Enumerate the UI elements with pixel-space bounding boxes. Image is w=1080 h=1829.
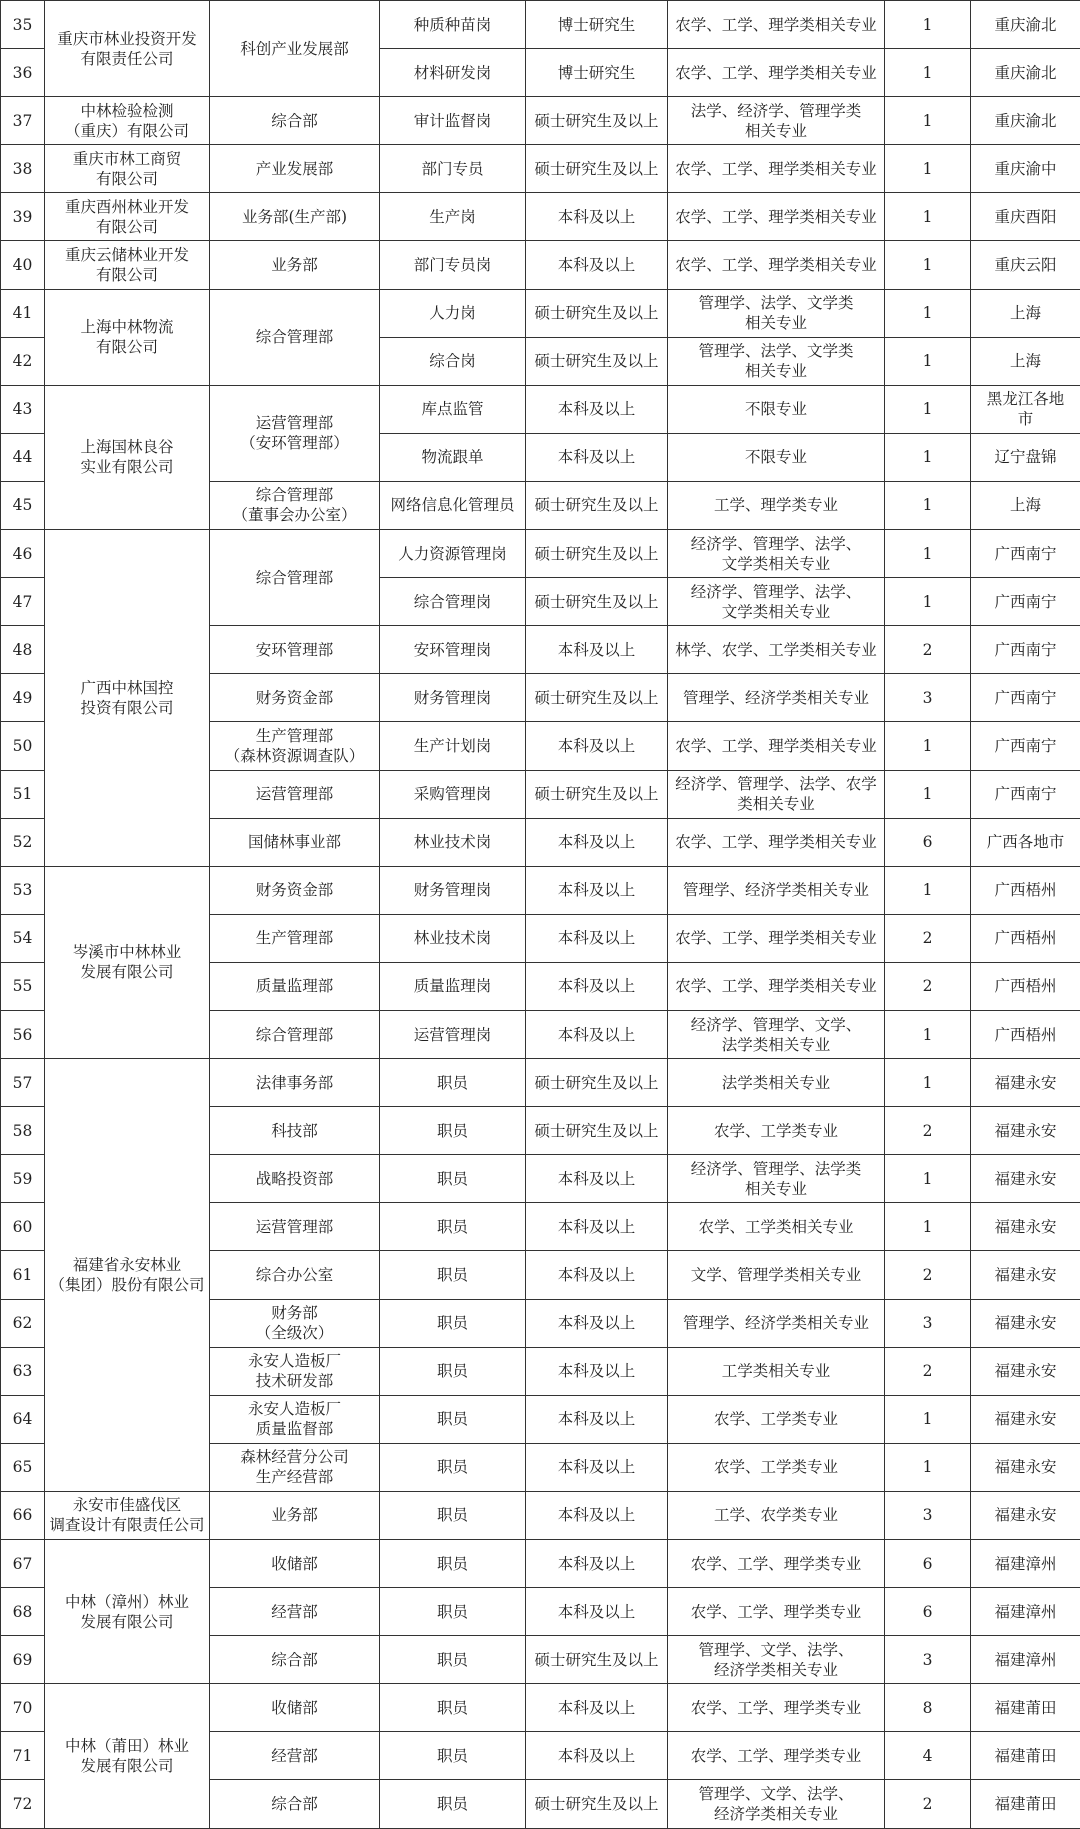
education-cell: 本科及以上 xyxy=(526,626,668,674)
position-cell: 安环管理岗 xyxy=(380,626,526,674)
location-cell: 福建漳州 xyxy=(971,1588,1080,1636)
headcount-cell: 1 xyxy=(885,866,971,914)
row-number-cell: 58 xyxy=(1,1107,45,1155)
position-cell: 职员 xyxy=(380,1491,526,1539)
education-cell: 本科及以上 xyxy=(526,1251,668,1299)
education-cell: 硕士研究生及以上 xyxy=(526,1780,668,1828)
major-cell: 管理学、文学、法学、 经济学类相关专业 xyxy=(668,1780,885,1828)
location-cell: 广西梧州 xyxy=(971,914,1080,962)
row-number-cell: 38 xyxy=(1,145,45,193)
row-number-cell: 62 xyxy=(1,1299,45,1347)
company-cell: 重庆云储林业开发 有限公司 xyxy=(45,241,210,289)
row-number-cell: 59 xyxy=(1,1155,45,1203)
location-cell: 重庆渝北 xyxy=(971,1,1080,49)
company-cell: 中林（莆田）林业 发展有限公司 xyxy=(45,1684,210,1828)
education-cell: 本科及以上 xyxy=(526,1203,668,1251)
location-cell: 重庆渝北 xyxy=(971,97,1080,145)
location-cell: 广西南宁 xyxy=(971,626,1080,674)
location-cell: 上海 xyxy=(971,337,1080,385)
education-cell: 硕士研究生及以上 xyxy=(526,145,668,193)
position-cell: 职员 xyxy=(380,1588,526,1636)
location-cell: 福建莆田 xyxy=(971,1780,1080,1828)
headcount-cell: 8 xyxy=(885,1684,971,1732)
location-cell: 广西南宁 xyxy=(971,722,1080,770)
department-cell: 质量监理部 xyxy=(210,962,380,1010)
major-cell: 农学、工学、理学类相关专业 xyxy=(668,962,885,1010)
position-cell: 财务管理岗 xyxy=(380,866,526,914)
department-cell: 运营管理部 （安环管理部） xyxy=(210,385,380,481)
department-cell: 运营管理部 xyxy=(210,1203,380,1251)
department-cell: 科技部 xyxy=(210,1107,380,1155)
headcount-cell: 3 xyxy=(885,1299,971,1347)
department-cell: 永安人造板厂 技术研发部 xyxy=(210,1347,380,1395)
location-cell: 福建永安 xyxy=(971,1203,1080,1251)
location-cell: 广西南宁 xyxy=(971,530,1080,578)
major-cell: 经济学、管理学、法学、 文学类相关专业 xyxy=(668,530,885,578)
company-cell: 岑溪市中林林业 发展有限公司 xyxy=(45,866,210,1058)
row-number-cell: 40 xyxy=(1,241,45,289)
position-cell: 职员 xyxy=(380,1395,526,1443)
row-number-cell: 49 xyxy=(1,674,45,722)
major-cell: 工学、农学类专业 xyxy=(668,1491,885,1539)
headcount-cell: 1 xyxy=(885,1203,971,1251)
position-cell: 生产计划岗 xyxy=(380,722,526,770)
department-cell: 经营部 xyxy=(210,1588,380,1636)
company-cell: 重庆市林业投资开发 有限责任公司 xyxy=(45,1,210,97)
major-cell: 农学、工学、理学类相关专业 xyxy=(668,241,885,289)
major-cell: 农学、工学、理学类相关专业 xyxy=(668,818,885,866)
row-number-cell: 70 xyxy=(1,1684,45,1732)
headcount-cell: 1 xyxy=(885,385,971,433)
location-cell: 广西梧州 xyxy=(971,1010,1080,1058)
row-number-cell: 36 xyxy=(1,49,45,97)
position-cell: 采购管理岗 xyxy=(380,770,526,818)
location-cell: 辽宁盘锦 xyxy=(971,433,1080,481)
location-cell: 广西南宁 xyxy=(971,770,1080,818)
headcount-cell: 2 xyxy=(885,914,971,962)
department-cell: 收储部 xyxy=(210,1540,380,1588)
education-cell: 硕士研究生及以上 xyxy=(526,337,668,385)
headcount-cell: 2 xyxy=(885,1107,971,1155)
major-cell: 经济学、管理学、法学类 相关专业 xyxy=(668,1155,885,1203)
position-cell: 材料研发岗 xyxy=(380,49,526,97)
department-cell: 安环管理部 xyxy=(210,626,380,674)
row-number-cell: 61 xyxy=(1,1251,45,1299)
education-cell: 硕士研究生及以上 xyxy=(526,289,668,337)
headcount-cell: 2 xyxy=(885,1347,971,1395)
major-cell: 农学、工学、理学类相关专业 xyxy=(668,145,885,193)
major-cell: 农学、工学、理学类专业 xyxy=(668,1732,885,1780)
education-cell: 硕士研究生及以上 xyxy=(526,1636,668,1684)
location-cell: 福建永安 xyxy=(971,1491,1080,1539)
department-cell: 森林经营分公司 生产经营部 xyxy=(210,1443,380,1491)
education-cell: 本科及以上 xyxy=(526,962,668,1010)
row-number-cell: 45 xyxy=(1,481,45,529)
education-cell: 硕士研究生及以上 xyxy=(526,97,668,145)
location-cell: 上海 xyxy=(971,481,1080,529)
row-number-cell: 64 xyxy=(1,1395,45,1443)
major-cell: 农学、工学、理学类相关专业 xyxy=(668,1,885,49)
table-row xyxy=(1,530,1080,578)
position-cell: 物流跟单 xyxy=(380,433,526,481)
major-cell: 经济学、管理学、法学、 文学类相关专业 xyxy=(668,578,885,626)
row-number-cell: 48 xyxy=(1,626,45,674)
headcount-cell: 1 xyxy=(885,1395,971,1443)
position-cell: 职员 xyxy=(380,1443,526,1491)
table-row xyxy=(1,1059,1080,1107)
row-number-cell: 72 xyxy=(1,1780,45,1828)
location-cell: 上海 xyxy=(971,289,1080,337)
headcount-cell: 6 xyxy=(885,1588,971,1636)
education-cell: 本科及以上 xyxy=(526,1732,668,1780)
table-row xyxy=(1,1684,1080,1732)
department-cell: 综合管理部 xyxy=(210,1010,380,1058)
row-number-cell: 51 xyxy=(1,770,45,818)
row-number-cell: 56 xyxy=(1,1010,45,1058)
position-cell: 种质种苗岗 xyxy=(380,1,526,49)
row-number-cell: 65 xyxy=(1,1443,45,1491)
major-cell: 法学、经济学、管理学类 相关专业 xyxy=(668,97,885,145)
location-cell: 重庆渝中 xyxy=(971,145,1080,193)
headcount-cell: 4 xyxy=(885,1732,971,1780)
education-cell: 本科及以上 xyxy=(526,1443,668,1491)
department-cell: 综合管理部 xyxy=(210,289,380,385)
position-cell: 职员 xyxy=(380,1155,526,1203)
education-cell: 本科及以上 xyxy=(526,866,668,914)
location-cell: 黑龙江各地 市 xyxy=(971,385,1080,433)
location-cell: 重庆酉阳 xyxy=(971,193,1080,241)
major-cell: 法学类相关专业 xyxy=(668,1059,885,1107)
row-number-cell: 68 xyxy=(1,1588,45,1636)
headcount-cell: 1 xyxy=(885,337,971,385)
major-cell: 农学、工学类专业 xyxy=(668,1395,885,1443)
table-row xyxy=(1,145,1080,193)
education-cell: 本科及以上 xyxy=(526,1347,668,1395)
position-cell: 林业技术岗 xyxy=(380,914,526,962)
location-cell: 广西梧州 xyxy=(971,962,1080,1010)
position-cell: 职员 xyxy=(380,1540,526,1588)
company-cell: 永安市佳盛伐区 调查设计有限责任公司 xyxy=(45,1491,210,1539)
headcount-cell: 2 xyxy=(885,626,971,674)
education-cell: 本科及以上 xyxy=(526,722,668,770)
company-cell: 广西中林国控 投资有限公司 xyxy=(45,530,210,867)
headcount-cell: 1 xyxy=(885,241,971,289)
department-cell: 业务部 xyxy=(210,241,380,289)
location-cell: 福建永安 xyxy=(971,1347,1080,1395)
company-cell: 上海中林物流 有限公司 xyxy=(45,289,210,385)
department-cell: 综合管理部 xyxy=(210,530,380,626)
row-number-cell: 46 xyxy=(1,530,45,578)
location-cell: 福建永安 xyxy=(971,1395,1080,1443)
company-cell: 中林（漳州）林业 发展有限公司 xyxy=(45,1540,210,1684)
major-cell: 工学类相关专业 xyxy=(668,1347,885,1395)
education-cell: 本科及以上 xyxy=(526,914,668,962)
department-cell: 永安人造板厂 质量监督部 xyxy=(210,1395,380,1443)
major-cell: 农学、工学、理学类相关专业 xyxy=(668,722,885,770)
company-cell: 福建省永安林业 （集团）股份有限公司 xyxy=(45,1059,210,1492)
location-cell: 广西南宁 xyxy=(971,578,1080,626)
education-cell: 本科及以上 xyxy=(526,1588,668,1636)
row-number-cell: 55 xyxy=(1,962,45,1010)
position-cell: 人力岗 xyxy=(380,289,526,337)
headcount-cell: 3 xyxy=(885,674,971,722)
education-cell: 硕士研究生及以上 xyxy=(526,674,668,722)
position-cell: 部门专员岗 xyxy=(380,241,526,289)
education-cell: 本科及以上 xyxy=(526,818,668,866)
headcount-cell: 2 xyxy=(885,1251,971,1299)
major-cell: 农学、工学、理学类相关专业 xyxy=(668,49,885,97)
location-cell: 福建永安 xyxy=(971,1059,1080,1107)
headcount-cell: 1 xyxy=(885,145,971,193)
location-cell: 重庆云阳 xyxy=(971,241,1080,289)
position-cell: 职员 xyxy=(380,1299,526,1347)
major-cell: 农学、工学、理学类专业 xyxy=(668,1540,885,1588)
education-cell: 硕士研究生及以上 xyxy=(526,578,668,626)
department-cell: 财务资金部 xyxy=(210,674,380,722)
row-number-cell: 63 xyxy=(1,1347,45,1395)
row-number-cell: 54 xyxy=(1,914,45,962)
education-cell: 本科及以上 xyxy=(526,241,668,289)
education-cell: 本科及以上 xyxy=(526,1684,668,1732)
headcount-cell: 1 xyxy=(885,770,971,818)
position-cell: 职员 xyxy=(380,1203,526,1251)
headcount-cell: 1 xyxy=(885,1155,971,1203)
headcount-cell: 1 xyxy=(885,97,971,145)
major-cell: 农学、工学、理学类相关专业 xyxy=(668,914,885,962)
education-cell: 硕士研究生及以上 xyxy=(526,1059,668,1107)
table-row xyxy=(1,289,1080,337)
location-cell: 福建莆田 xyxy=(971,1732,1080,1780)
department-cell: 生产管理部 xyxy=(210,914,380,962)
location-cell: 广西南宁 xyxy=(971,674,1080,722)
position-cell: 职员 xyxy=(380,1059,526,1107)
location-cell: 福建永安 xyxy=(971,1107,1080,1155)
department-cell: 法律事务部 xyxy=(210,1059,380,1107)
major-cell: 管理学、法学、文学类 相关专业 xyxy=(668,289,885,337)
major-cell: 农学、工学类专业 xyxy=(668,1107,885,1155)
major-cell: 林学、农学、工学类相关专业 xyxy=(668,626,885,674)
row-number-cell: 57 xyxy=(1,1059,45,1107)
table-row xyxy=(1,1491,1080,1539)
education-cell: 本科及以上 xyxy=(526,1540,668,1588)
major-cell: 文学、管理学类相关专业 xyxy=(668,1251,885,1299)
position-cell: 运营管理岗 xyxy=(380,1010,526,1058)
major-cell: 管理学、经济学类相关专业 xyxy=(668,674,885,722)
headcount-cell: 1 xyxy=(885,433,971,481)
headcount-cell: 6 xyxy=(885,818,971,866)
education-cell: 硕士研究生及以上 xyxy=(526,481,668,529)
location-cell: 福建永安 xyxy=(971,1299,1080,1347)
row-number-cell: 42 xyxy=(1,337,45,385)
position-cell: 职员 xyxy=(380,1251,526,1299)
position-cell: 综合管理岗 xyxy=(380,578,526,626)
row-number-cell: 69 xyxy=(1,1636,45,1684)
table-row xyxy=(1,97,1080,145)
location-cell: 福建漳州 xyxy=(971,1540,1080,1588)
row-number-cell: 43 xyxy=(1,385,45,433)
position-cell: 财务管理岗 xyxy=(380,674,526,722)
major-cell: 农学、工学、理学类专业 xyxy=(668,1588,885,1636)
headcount-cell: 1 xyxy=(885,530,971,578)
table-row xyxy=(1,1,1080,49)
row-number-cell: 50 xyxy=(1,722,45,770)
position-cell: 网络信息化管理员 xyxy=(380,481,526,529)
headcount-cell: 2 xyxy=(885,962,971,1010)
education-cell: 本科及以上 xyxy=(526,193,668,241)
company-cell: 重庆酉州林业开发 有限公司 xyxy=(45,193,210,241)
education-cell: 博士研究生 xyxy=(526,49,668,97)
position-cell: 职员 xyxy=(380,1732,526,1780)
headcount-cell: 1 xyxy=(885,481,971,529)
position-cell: 人力资源管理岗 xyxy=(380,530,526,578)
location-cell: 广西梧州 xyxy=(971,866,1080,914)
department-cell: 综合部 xyxy=(210,1780,380,1828)
position-cell: 质量监理岗 xyxy=(380,962,526,1010)
row-number-cell: 39 xyxy=(1,193,45,241)
location-cell: 福建漳州 xyxy=(971,1636,1080,1684)
position-cell: 综合岗 xyxy=(380,337,526,385)
row-number-cell: 52 xyxy=(1,818,45,866)
location-cell: 福建永安 xyxy=(971,1443,1080,1491)
location-cell: 福建莆田 xyxy=(971,1684,1080,1732)
position-cell: 林业技术岗 xyxy=(380,818,526,866)
company-cell: 重庆市林工商贸 有限公司 xyxy=(45,145,210,193)
major-cell: 管理学、文学、法学、 经济学类相关专业 xyxy=(668,1636,885,1684)
headcount-cell: 1 xyxy=(885,193,971,241)
position-cell: 库点监管 xyxy=(380,385,526,433)
department-cell: 业务部(生产部) xyxy=(210,193,380,241)
department-cell: 业务部 xyxy=(210,1491,380,1539)
department-cell: 综合办公室 xyxy=(210,1251,380,1299)
department-cell: 产业发展部 xyxy=(210,145,380,193)
department-cell: 生产管理部 （森林资源调查队） xyxy=(210,722,380,770)
row-number-cell: 37 xyxy=(1,97,45,145)
row-number-cell: 66 xyxy=(1,1491,45,1539)
row-number-cell: 35 xyxy=(1,1,45,49)
position-cell: 职员 xyxy=(380,1347,526,1395)
headcount-cell: 1 xyxy=(885,722,971,770)
department-cell: 财务部 （全级次） xyxy=(210,1299,380,1347)
headcount-cell: 1 xyxy=(885,1059,971,1107)
department-cell: 综合部 xyxy=(210,97,380,145)
row-number-cell: 53 xyxy=(1,866,45,914)
headcount-cell: 2 xyxy=(885,1780,971,1828)
position-cell: 职员 xyxy=(380,1684,526,1732)
department-cell: 综合管理部 （董事会办公室） xyxy=(210,481,380,529)
department-cell: 财务资金部 xyxy=(210,866,380,914)
department-cell: 运营管理部 xyxy=(210,770,380,818)
education-cell: 硕士研究生及以上 xyxy=(526,1107,668,1155)
major-cell: 不限专业 xyxy=(668,433,885,481)
major-cell: 管理学、经济学类相关专业 xyxy=(668,1299,885,1347)
major-cell: 经济学、管理学、文学、 法学类相关专业 xyxy=(668,1010,885,1058)
company-cell: 中林检验检测 （重庆）有限公司 xyxy=(45,97,210,145)
position-cell: 职员 xyxy=(380,1780,526,1828)
department-cell: 科创产业发展部 xyxy=(210,1,380,97)
major-cell: 工学、理学类专业 xyxy=(668,481,885,529)
location-cell: 福建永安 xyxy=(971,1155,1080,1203)
education-cell: 本科及以上 xyxy=(526,1491,668,1539)
row-number-cell: 67 xyxy=(1,1540,45,1588)
education-cell: 本科及以上 xyxy=(526,385,668,433)
major-cell: 农学、工学、理学类相关专业 xyxy=(668,193,885,241)
education-cell: 本科及以上 xyxy=(526,1395,668,1443)
table-row xyxy=(1,866,1080,914)
major-cell: 农学、工学、理学类专业 xyxy=(668,1684,885,1732)
major-cell: 管理学、法学、文学类 相关专业 xyxy=(668,337,885,385)
location-cell: 重庆渝北 xyxy=(971,49,1080,97)
position-cell: 职员 xyxy=(380,1636,526,1684)
education-cell: 博士研究生 xyxy=(526,1,668,49)
position-cell: 职员 xyxy=(380,1107,526,1155)
headcount-cell: 6 xyxy=(885,1540,971,1588)
headcount-cell: 1 xyxy=(885,1010,971,1058)
row-number-cell: 71 xyxy=(1,1732,45,1780)
row-number-cell: 41 xyxy=(1,289,45,337)
table-row xyxy=(1,385,1080,433)
major-cell: 经济学、管理学、法学、农学 类相关专业 xyxy=(668,770,885,818)
education-cell: 本科及以上 xyxy=(526,433,668,481)
major-cell: 管理学、经济学类相关专业 xyxy=(668,866,885,914)
department-cell: 战略投资部 xyxy=(210,1155,380,1203)
major-cell: 不限专业 xyxy=(668,385,885,433)
table-row xyxy=(1,193,1080,241)
department-cell: 国储林事业部 xyxy=(210,818,380,866)
department-cell: 收储部 xyxy=(210,1684,380,1732)
education-cell: 本科及以上 xyxy=(526,1010,668,1058)
headcount-cell: 3 xyxy=(885,1491,971,1539)
headcount-cell: 3 xyxy=(885,1636,971,1684)
major-cell: 农学、工学类专业 xyxy=(668,1443,885,1491)
department-cell: 经营部 xyxy=(210,1732,380,1780)
education-cell: 硕士研究生及以上 xyxy=(526,530,668,578)
location-cell: 广西各地市 xyxy=(971,818,1080,866)
education-cell: 本科及以上 xyxy=(526,1155,668,1203)
education-cell: 本科及以上 xyxy=(526,1299,668,1347)
headcount-cell: 1 xyxy=(885,1443,971,1491)
position-cell: 审计监督岗 xyxy=(380,97,526,145)
position-cell: 生产岗 xyxy=(380,193,526,241)
company-cell: 上海国林良谷 实业有限公司 xyxy=(45,385,210,529)
department-cell: 综合部 xyxy=(210,1636,380,1684)
table-row xyxy=(1,1540,1080,1588)
position-cell: 部门专员 xyxy=(380,145,526,193)
row-number-cell: 44 xyxy=(1,433,45,481)
headcount-cell: 1 xyxy=(885,49,971,97)
table-row xyxy=(1,241,1080,289)
education-cell: 硕士研究生及以上 xyxy=(526,770,668,818)
major-cell: 农学、工学类相关专业 xyxy=(668,1203,885,1251)
headcount-cell: 1 xyxy=(885,578,971,626)
row-number-cell: 47 xyxy=(1,578,45,626)
headcount-cell: 1 xyxy=(885,289,971,337)
location-cell: 福建永安 xyxy=(971,1251,1080,1299)
row-number-cell: 60 xyxy=(1,1203,45,1251)
headcount-cell: 1 xyxy=(885,1,971,49)
